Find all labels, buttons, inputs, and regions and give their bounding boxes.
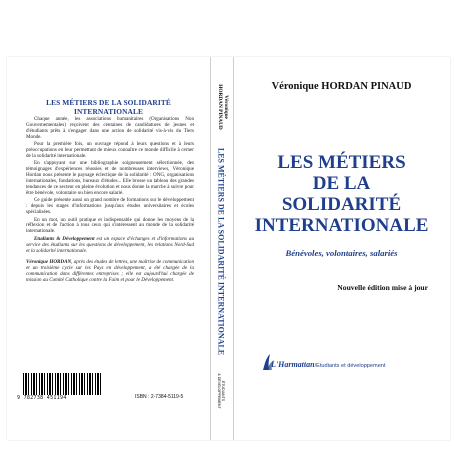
front-subtitle: Bénévoles, volontaires, salariés [285, 248, 398, 258]
spine-publisher-line-2: & DÉVELOPPEMENT [217, 373, 221, 409]
back-title [7, 99, 210, 116]
book-cover [7, 57, 450, 440]
series-note-text: est un espace d'échanges et d'informations au service des étudiants sur les questions de développement, les relations Nord-Sud et la solidarité internationale. [26, 235, 194, 254]
barcode [17, 373, 103, 403]
back-cover [7, 57, 210, 440]
front-cover [233, 57, 450, 440]
spine [210, 57, 234, 440]
blurb-paragraph-3: En s'appuyant sur une bibliographie soigneusement sélectionnée, des témoignages d'expériences réussies et de nombreuses interviews, Véronique Hordan nous présente le paysage éclectique de la solidarité : ONG, organisations internationales, fondations, bureaux d'études... Elle brosse un tableau des grandes tendances de ce secteur en pleine évolution et nous donne la marche à suivre pour être bénévole, volontaire ou bien encore salarié. [26, 160, 194, 196]
front-title [233, 152, 450, 236]
blurb-paragraph-1: Chaque année, les associations humanitaires (Organisations Non Gouvernementales) reçoivent des centaines de candidatures de jeunes et d'étudiants prêts à s'engager dans une action de solidarité vis-à-vis du Tiers Monde. [26, 116, 194, 140]
blurb-paragraph-2: Pour la première fois, un ouvrage répond à leurs questions et à leurs préoccupations en leur permettant de mieux connaître ce monde difficile à cerner de la solidarité internationale. [26, 141, 194, 159]
publisher-brand: L'Harmattan [271, 360, 315, 369]
back-blurb [26, 117, 194, 286]
front-title-line-2: DE LA [312, 173, 371, 194]
series-note-name: Etudiants & Développement [34, 235, 95, 242]
back-title-line-1: LES MÉTIERS DE LA SOLIDARITÉ [46, 98, 171, 107]
author-bio-text: , après des études de lettres, une maîtrise de communication et un troisième cycle sur les Pays en développement, a été chargée de la communication dans différentes entreprises ; elle est aujourd'hui chargée de mission au Comité Catholique contre la Faim et pour le Développement. [26, 259, 194, 284]
back-title-line-2: INTERNATIONALE [73, 106, 144, 116]
publisher [271, 360, 385, 369]
author-bio [26, 260, 194, 284]
publisher-series: /Etudiants et développement [314, 363, 386, 369]
front-title-line-4: INTERNATIONALE [254, 215, 429, 236]
front-title-line-1: LES MÉTIERS [277, 152, 406, 173]
edition-note: Nouvelle édition mise à jour [337, 283, 428, 292]
spine-publisher [217, 361, 225, 421]
front-author: Véronique HORDAN PINAUD [271, 81, 412, 92]
spine-title: LES MÉTIERS DE LA SOLIDARITÉ INTERNATIONALE [216, 147, 226, 356]
front-title-line-3: SOLIDARITÉ [281, 194, 402, 215]
blurb-paragraph-5: En un mot, un outil pratique et indispensable qui donne les moyens de la réflexion et de l'action à tous ceux qui s'intéressent au monde de la solidarité internationale. [26, 216, 194, 235]
spine-publisher-line-1: ÉTUDIANTS [221, 380, 225, 402]
series-note [26, 237, 194, 255]
spine-author-line-2: HORDAN PINAUD [217, 84, 223, 130]
isbn-label: ISBN : 2-7384-5119-5 [135, 394, 184, 400]
barcode-bars [23, 373, 101, 395]
author-bio-name: Véronique HORDAN [26, 259, 72, 266]
blurb-paragraph-4: Ce guide présente aussi un grand nombre de formations sur le développement : depuis les stages d'informations jusqu'aux études universitaires et écoles spécialisées. [26, 197, 194, 216]
barcode-number: 9 782738 451194 [17, 395, 67, 401]
spine-author-line-1: Véronique [223, 95, 229, 119]
